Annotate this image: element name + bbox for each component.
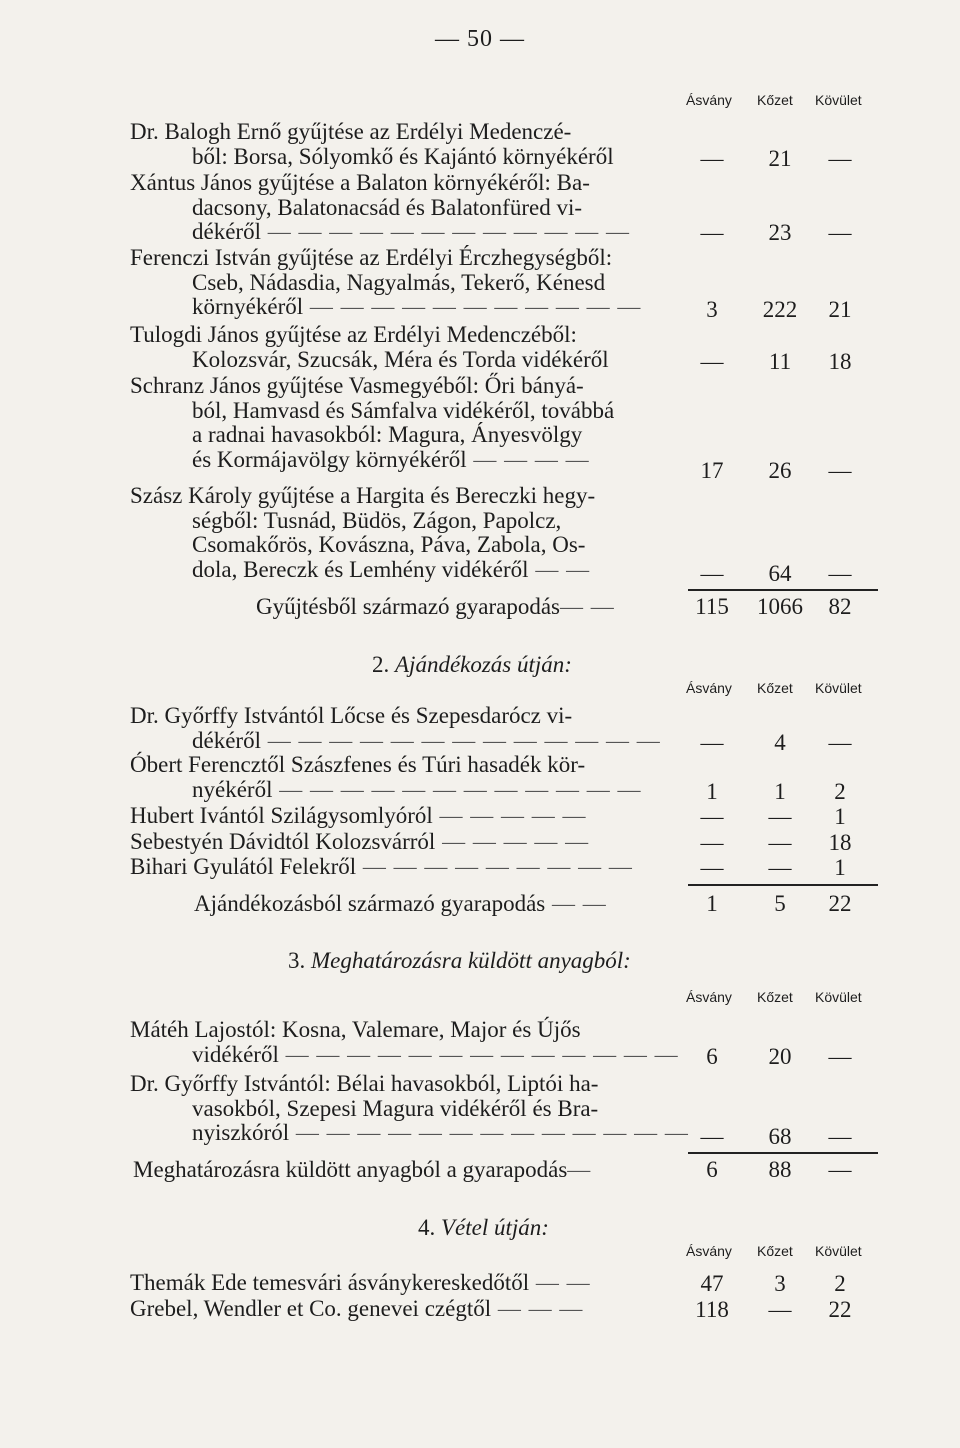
entry-line: Kolozsvár, Szucsák, Méra és Torda vidékéről xyxy=(192,346,609,372)
section-number: 2. xyxy=(372,652,390,677)
entry-obert xyxy=(130,753,690,802)
entry-bihari xyxy=(130,855,690,880)
entry-line xyxy=(130,1297,690,1322)
leader-dots: — — — — — — — — — — — — — xyxy=(278,1041,679,1067)
value-asvany: — xyxy=(700,830,724,855)
value-kozet: 1 xyxy=(774,779,786,804)
column-header-kozet: Kőzet xyxy=(757,92,793,108)
column-header-asvany: Ásvány xyxy=(686,1243,732,1259)
leader-dots: — xyxy=(567,1157,592,1182)
value-kozet: 3 xyxy=(774,1271,786,1296)
total-rule xyxy=(688,589,878,591)
leader-dots: — — xyxy=(529,1270,591,1295)
entry-line xyxy=(130,804,690,829)
total-kovulet: 82 xyxy=(828,594,852,619)
section-number: 4. xyxy=(418,1215,436,1240)
value-kovulet: 1 xyxy=(834,855,846,880)
column-header-asvany: Ásvány xyxy=(686,680,732,696)
entry-line xyxy=(130,778,690,803)
value-kozet: 64 xyxy=(768,561,792,586)
entry-mateh xyxy=(130,1018,690,1067)
column-header-kovulet: Kövület xyxy=(815,680,862,696)
section-number: 3. xyxy=(288,948,306,973)
value-asvany: — xyxy=(700,730,724,755)
total-label: Meghatározásra küldött anyagból a gyarapodás xyxy=(133,1157,568,1182)
entry-line: ségből: Tusnád, Büdös, Zágon, Papolcz, xyxy=(192,507,562,533)
value-kovulet: 21 xyxy=(828,297,852,322)
entry-themak xyxy=(130,1271,690,1296)
entry-line-text: nyiszkóról xyxy=(192,1120,290,1145)
value-kovulet: — xyxy=(828,1044,852,1069)
total-kovulet: 22 xyxy=(828,891,852,916)
value-asvany: — xyxy=(700,146,724,171)
value-kovulet: 22 xyxy=(828,1297,852,1322)
value-kovulet: — xyxy=(828,561,852,586)
entry-hubert xyxy=(130,804,690,829)
entry-tulogdi xyxy=(130,323,690,372)
column-header-kovulet: Kövület xyxy=(815,989,862,1005)
total-asvany: 1 xyxy=(706,891,718,916)
entry-line: dacsony, Balatonacsád és Balatonfüred vi- xyxy=(192,194,583,220)
entry-ferenczi xyxy=(130,246,690,320)
entry-line: Dr. Győrffy Istvántól: Bélai havasokból, Liptói ha- xyxy=(130,1071,599,1096)
value-kovulet: 2 xyxy=(834,779,846,804)
entry-line xyxy=(130,1121,690,1146)
entry-line: Mátéh Lajostól: Kosna, Valemare, Major és Újős xyxy=(130,1017,581,1042)
value-asvany: — xyxy=(700,220,724,245)
entry-szasz xyxy=(130,484,690,582)
section-title-3 xyxy=(288,948,631,974)
leader-dots: — — — — — — — — — xyxy=(356,854,633,879)
entry-line-text: dékéről xyxy=(192,219,261,244)
leader-dots: — — — — — — — — — — — — — xyxy=(289,1120,689,1145)
entry-line-text: Sebestyén Dávidtól Kolozsvárról xyxy=(130,829,436,854)
total-line xyxy=(194,891,607,917)
total-line xyxy=(256,594,615,620)
column-header-asvany: Ásvány xyxy=(686,92,732,108)
entry-line-text: Bihari Gyulától Felekről xyxy=(130,854,357,879)
section-title-2 xyxy=(372,652,572,678)
value-kozet: 11 xyxy=(768,349,792,374)
value-asvany: 6 xyxy=(706,1044,718,1069)
value-kozet: — xyxy=(768,1297,792,1322)
value-asvany: 3 xyxy=(706,297,718,322)
total-kovulet: — xyxy=(828,1157,852,1182)
entry-grebel xyxy=(130,1297,690,1322)
entry-gyorffy-locse xyxy=(130,704,690,753)
entry-line: a radnai havasokból: Magura, Ányesvölgy xyxy=(192,422,583,447)
entry-line xyxy=(130,558,690,583)
value-kozet: 23 xyxy=(768,220,792,245)
entry-balogh xyxy=(130,120,690,169)
entry-sebestyen xyxy=(130,830,690,855)
entry-line: Tulogdi János gyűjtése az Erdélyi Medenczéből: xyxy=(130,322,577,347)
entry-line xyxy=(130,448,690,473)
value-asvany: — xyxy=(700,855,724,880)
total-kozet: 1066 xyxy=(757,594,803,619)
entry-xantus xyxy=(130,171,690,245)
entry-line: Schranz János gyűjtése Vasmegyéből: Őri bányá- xyxy=(130,373,584,398)
leader-dots: — — — — — — — — — — — xyxy=(303,294,642,319)
entry-line-text: nyékéről xyxy=(192,776,273,802)
entry-line-text: környékéről xyxy=(192,294,304,319)
entry-line-text: dola, Bereczk és Lemhény vidékéről xyxy=(192,556,529,582)
entry-line: Cseb, Nádasdia, Nagyalmás, Tekerő, Kénesd xyxy=(192,269,606,295)
leader-dots: — — — — — — — — — — — — xyxy=(260,219,630,244)
value-kozet: — xyxy=(768,855,792,880)
entry-line-text: és Kormájavölgy környékéről xyxy=(192,446,467,472)
value-kovulet: 18 xyxy=(828,349,852,374)
section-title-text: Meghatározásra küldött anyagból: xyxy=(311,948,631,973)
leader-dots: — — — — — xyxy=(432,803,587,828)
entry-line xyxy=(130,1043,690,1068)
value-kovulet: — xyxy=(828,458,852,483)
total-asvany: 6 xyxy=(706,1157,718,1182)
entry-line: Dr. Győrffy Istvántól Lőcse és Szepesdarócz vi- xyxy=(130,703,573,728)
value-kozet: — xyxy=(768,830,792,855)
total-asvany: 115 xyxy=(695,594,729,619)
leader-dots: — — — — — — — — — — — — xyxy=(272,776,642,802)
entry-line xyxy=(130,1271,690,1296)
value-kovulet: — xyxy=(828,146,852,171)
total-line xyxy=(133,1157,591,1183)
leader-dots: — — xyxy=(545,891,607,916)
value-asvany: 1 xyxy=(706,779,718,804)
total-label: Gyűjtésből származó gyarapodás xyxy=(256,594,561,619)
entry-line: ből: Borsa, Sólyomkő és Kajántó környékéről xyxy=(192,143,614,169)
entry-line xyxy=(130,729,690,754)
value-asvany: 47 xyxy=(700,1271,724,1296)
leader-dots: — — xyxy=(560,594,615,619)
value-kozet: 222 xyxy=(762,297,798,322)
leader-dots: — — — — — — — — — — — — — xyxy=(260,727,661,753)
value-kovulet: — xyxy=(828,730,852,755)
value-kovulet: — xyxy=(828,220,852,245)
entry-line: Dr. Balogh Ernő gyűjtése az Erdélyi Medenczé- xyxy=(130,119,572,144)
entry-line: Szász Károly gyűjtése a Hargita és Bereczki hegy- xyxy=(130,483,596,508)
entry-line: Óbert Ferencztől Szászfenes és Túri hasadék kör- xyxy=(130,752,586,777)
entry-line xyxy=(130,855,690,880)
entry-line xyxy=(130,220,690,245)
entry-line: vasokból, Szepesi Magura vidékéről és Bra- xyxy=(192,1095,599,1121)
section-title-4 xyxy=(418,1215,549,1241)
leader-dots: — — — — xyxy=(466,446,590,472)
total-label: Ajándékozásból származó gyarapodás xyxy=(194,891,546,916)
total-rule xyxy=(688,1152,878,1154)
entry-line xyxy=(130,295,690,320)
value-kovulet: — xyxy=(828,1124,852,1149)
entry-line-text: vidékéről xyxy=(192,1041,279,1067)
leader-dots: — — xyxy=(528,556,591,582)
entry-line: Csomakőrös, Kovászna, Páva, Zabola, Os- xyxy=(192,532,586,557)
leader-dots: — — — — — xyxy=(435,829,590,854)
leader-dots: — — — xyxy=(491,1296,584,1321)
value-kovulet: 1 xyxy=(834,804,846,829)
value-asvany: 118 xyxy=(695,1297,729,1322)
total-kozet: 88 xyxy=(768,1157,792,1182)
total-kozet: 5 xyxy=(774,891,786,916)
column-header-kovulet: Kövület xyxy=(815,92,862,108)
value-kozet: 26 xyxy=(768,458,792,483)
entry-line: Xántus János gyűjtése a Balaton környékéről: Ba- xyxy=(130,170,590,195)
entry-line: ból, Hamvasd és Sámfalva vidékéről, továbbá xyxy=(192,397,615,423)
entry-line: Ferenczi István gyűjtése az Erdélyi Érczhegységből: xyxy=(130,245,613,270)
value-kovulet: 18 xyxy=(828,830,852,855)
value-asvany: — xyxy=(700,804,724,829)
value-kozet: 4 xyxy=(774,730,786,755)
column-header-kozet: Kőzet xyxy=(757,680,793,696)
column-header-kozet: Kőzet xyxy=(757,989,793,1005)
entry-line-text: dékéről xyxy=(192,727,261,753)
value-kozet: 68 xyxy=(768,1124,792,1149)
entry-line xyxy=(130,830,690,855)
value-asvany: 17 xyxy=(700,458,724,483)
value-kozet: — xyxy=(768,804,792,829)
value-asvany: — xyxy=(700,1124,724,1149)
column-header-kozet: Kőzet xyxy=(757,1243,793,1259)
section-title-text: Vétel útján: xyxy=(441,1215,549,1240)
section-title-text: Ajándékozás útján: xyxy=(395,652,572,677)
entry-line-text: Grebel, Wendler et Co. genevei czégtől xyxy=(130,1296,492,1321)
entry-schranz xyxy=(130,374,690,472)
page-number: — 50 — xyxy=(435,26,525,52)
value-kovulet: 2 xyxy=(834,1271,846,1296)
total-rule xyxy=(688,884,878,886)
entry-gyorffy-belai xyxy=(130,1072,690,1146)
value-asvany: — xyxy=(700,561,724,586)
column-header-asvany: Ásvány xyxy=(686,989,732,1005)
entry-line-text: Hubert Ivántól Szilágysomlyóról xyxy=(130,803,433,828)
value-kozet: 20 xyxy=(768,1044,792,1069)
value-asvany: — xyxy=(700,349,724,374)
column-header-kovulet: Kövület xyxy=(815,1243,862,1259)
entry-line-text: Themák Ede temesvári ásványkereskedőtől xyxy=(130,1270,530,1295)
value-kozet: 21 xyxy=(768,146,792,171)
